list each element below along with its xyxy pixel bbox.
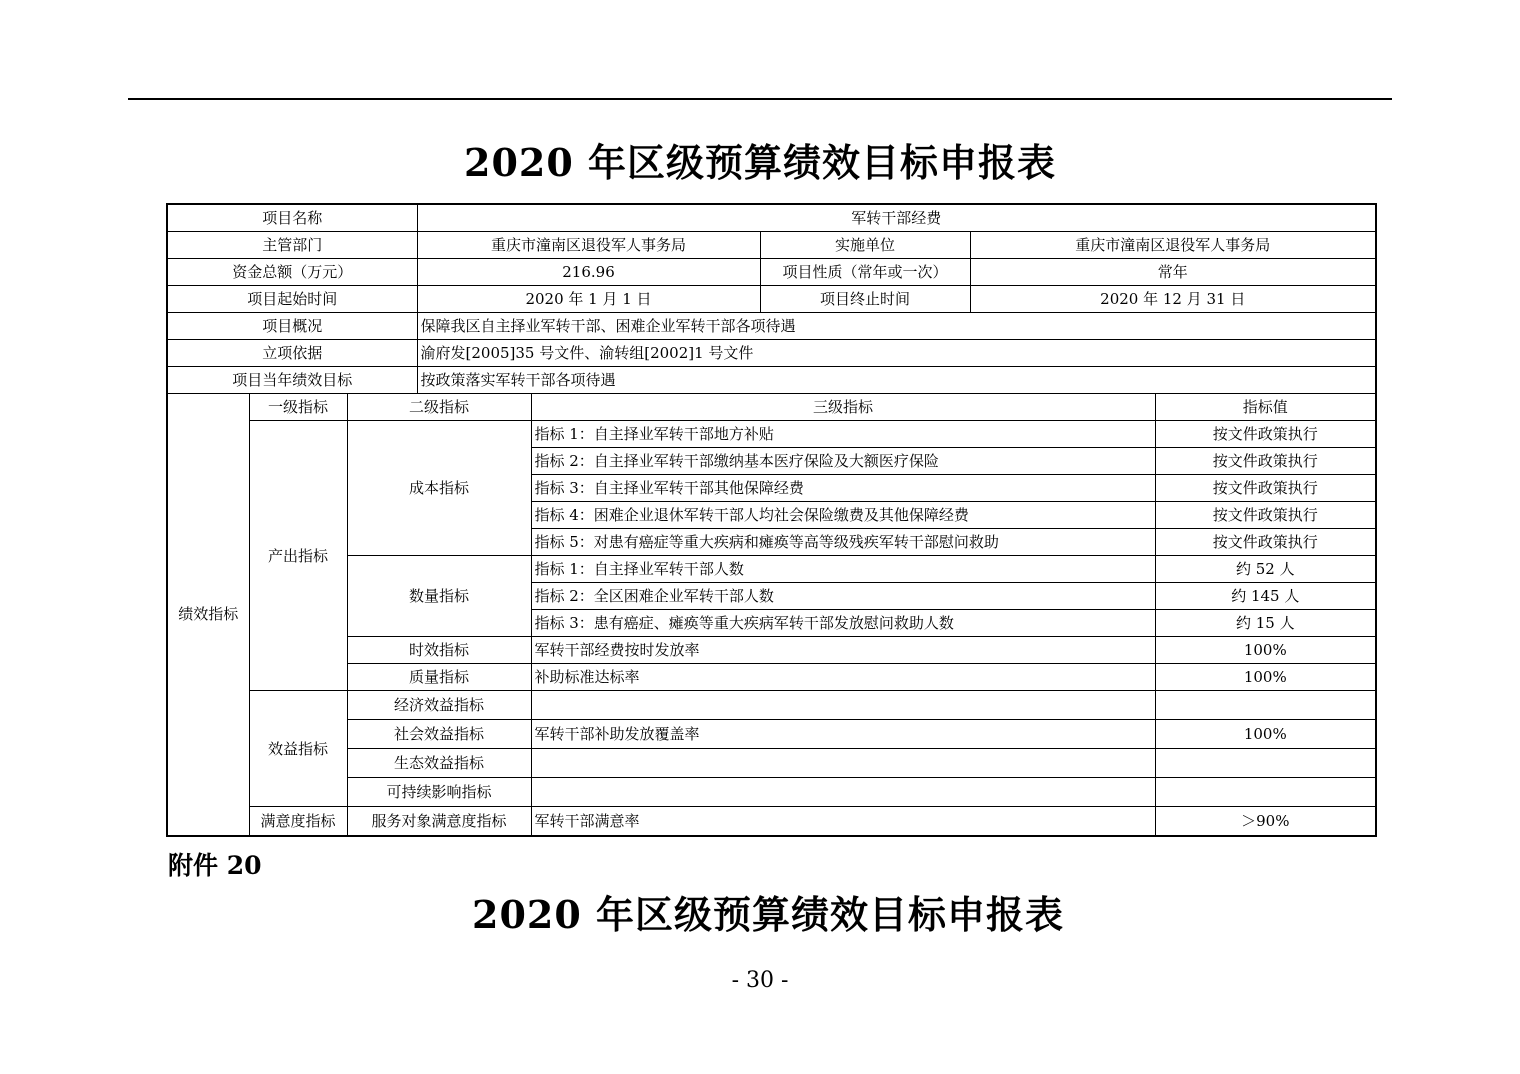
overview-label: 项目概况	[167, 313, 417, 340]
table-row	[167, 664, 1376, 691]
header-value: 指标值	[1155, 394, 1376, 421]
social-label: 社会效益指标	[347, 720, 531, 749]
start-label: 项目起始时间	[167, 286, 417, 313]
cost-item-2: 指标 2：自主择业军转干部缴纳基本医疗保险及大额医疗保险	[531, 448, 1155, 475]
time-item: 军转干部经费按时发放率	[531, 637, 1155, 664]
overview-value: 保障我区自主择业军转干部、困难企业军转干部各项待遇	[417, 313, 1376, 340]
cost-item-4: 指标 4：困难企业退休军转干部人均社会保险缴费及其他保障经费	[531, 502, 1155, 529]
project-name-value: 军转干部经费	[417, 204, 1376, 232]
page-number: - 30 -	[731, 968, 789, 993]
qty-item-1: 指标 1：自主择业军转干部人数	[531, 556, 1155, 583]
qty-item-2: 指标 2：全区困难企业军转干部人数	[531, 583, 1155, 610]
cost-item-5: 指标 5：对患有癌症等重大疾病和瘫痪等高等级残疾军转干部慰问救助	[531, 529, 1155, 556]
row-overview	[167, 313, 1376, 340]
project-name-label: 项目名称	[167, 204, 417, 232]
goal-label: 项目当年绩效目标	[167, 367, 417, 394]
sustain-label: 可持续影响指标	[347, 778, 531, 807]
time-value: 100%	[1155, 637, 1376, 664]
budget-target-table	[166, 203, 1377, 837]
econ-value	[1155, 691, 1376, 720]
row-perf-header	[167, 394, 1376, 421]
nature-label: 项目性质（常年或一次）	[760, 259, 970, 286]
service-item: 军转干部满意率	[531, 807, 1155, 836]
dept-value: 重庆市潼南区退役军人事务局	[417, 232, 760, 259]
quality-value: 100%	[1155, 664, 1376, 691]
cost-value-5: 按文件政策执行	[1155, 529, 1376, 556]
table-row	[167, 556, 1376, 583]
satisfaction-label: 满意度指标	[249, 807, 347, 836]
table-row	[167, 807, 1376, 836]
basis-value: 渝府发[2005]35 号文件、渝转组[2002]1 号文件	[417, 340, 1376, 367]
perf-label: 绩效指标	[167, 394, 249, 836]
table-row	[167, 778, 1376, 807]
cost-item-1: 指标 1：自主择业军转干部地方补贴	[531, 421, 1155, 448]
econ-label: 经济效益指标	[347, 691, 531, 720]
fund-value: 216.96	[417, 259, 760, 286]
row-basis	[167, 340, 1376, 367]
second-page-title: 2020 年区级预算绩效目标申报表	[472, 892, 1064, 937]
qty-item-3: 指标 3：患有癌症、瘫痪等重大疾病军转干部发放慰问救助人数	[531, 610, 1155, 637]
cost-value-1: 按文件政策执行	[1155, 421, 1376, 448]
time-label: 时效指标	[347, 637, 531, 664]
end-value: 2020 年 12 月 31 日	[970, 286, 1376, 313]
attachment-label: 附件 20	[168, 851, 262, 880]
fund-label: 资金总额（万元）	[167, 259, 417, 286]
quality-item: 补助标准达标率	[531, 664, 1155, 691]
cost-value-2: 按文件政策执行	[1155, 448, 1376, 475]
service-label: 服务对象满意度指标	[347, 807, 531, 836]
qty-label: 数量指标	[347, 556, 531, 637]
dept-label: 主管部门	[167, 232, 417, 259]
table-row	[167, 637, 1376, 664]
cost-item-3: 指标 3：自主择业军转干部其他保障经费	[531, 475, 1155, 502]
eco-label: 生态效益指标	[347, 749, 531, 778]
row-fund	[167, 259, 1376, 286]
eco-item	[531, 749, 1155, 778]
basis-label: 立项依据	[167, 340, 417, 367]
nature-value: 常年	[970, 259, 1376, 286]
service-value: ＞90%	[1155, 807, 1376, 836]
social-item: 军转干部补助发放覆盖率	[531, 720, 1155, 749]
table-row	[167, 691, 1376, 720]
cost-value-3: 按文件政策执行	[1155, 475, 1376, 502]
header-level1: 一级指标	[249, 394, 347, 421]
cost-value-4: 按文件政策执行	[1155, 502, 1376, 529]
row-project-name	[167, 204, 1376, 232]
row-department	[167, 232, 1376, 259]
impl-value: 重庆市潼南区退役军人事务局	[970, 232, 1376, 259]
start-value: 2020 年 1 月 1 日	[417, 286, 760, 313]
benefit-label: 效益指标	[249, 691, 347, 807]
goal-value: 按政策落实军转干部各项待遇	[417, 367, 1376, 394]
qty-value-1: 约 52 人	[1155, 556, 1376, 583]
social-value: 100%	[1155, 720, 1376, 749]
qty-value-3: 约 15 人	[1155, 610, 1376, 637]
row-goal	[167, 367, 1376, 394]
header-level2: 二级指标	[347, 394, 531, 421]
qty-value-2: 约 145 人	[1155, 583, 1376, 610]
end-label: 项目终止时间	[760, 286, 970, 313]
table-row	[167, 421, 1376, 448]
impl-label: 实施单位	[760, 232, 970, 259]
header-rule	[128, 98, 1392, 100]
sustain-item	[531, 778, 1155, 807]
header-level3: 三级指标	[531, 394, 1155, 421]
eco-value	[1155, 749, 1376, 778]
econ-item	[531, 691, 1155, 720]
table-row	[167, 749, 1376, 778]
page-title: 2020 年区级预算绩效目标申报表	[464, 140, 1056, 185]
table-row	[167, 720, 1376, 749]
output-label: 产出指标	[249, 421, 347, 691]
sustain-value	[1155, 778, 1376, 807]
cost-label: 成本指标	[347, 421, 531, 556]
quality-label: 质量指标	[347, 664, 531, 691]
row-period	[167, 286, 1376, 313]
